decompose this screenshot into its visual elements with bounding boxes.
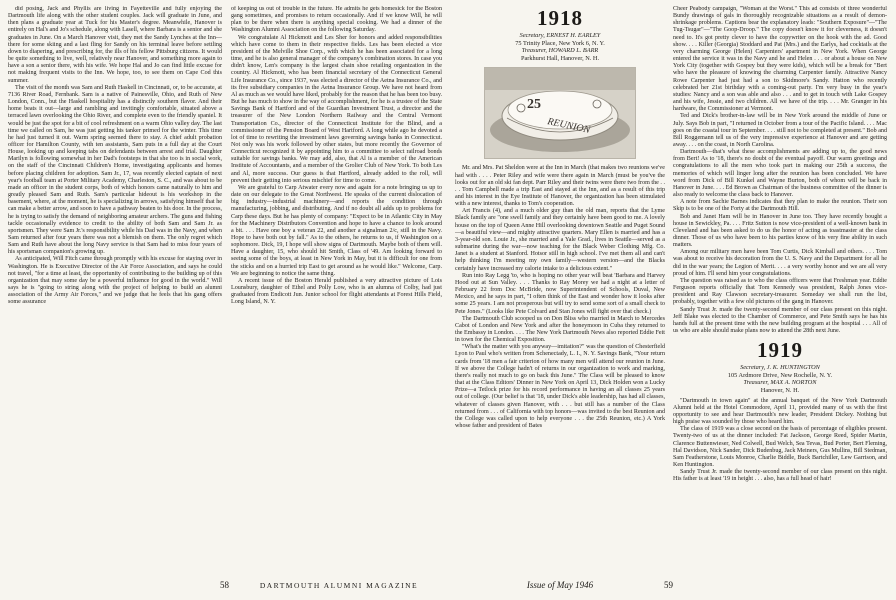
column-4-paragraph: Among our military men have been Tom Curtis, Dick Kimball and others. . . . Tom was about to receive his decoration from the U. S. Navy and the Department for all he did in the war years; the Legion of Merit. . . . a very worthy honor and we are all very proud of him. I'll send him your congratulations. (673, 249, 887, 277)
column-1 (8, 6, 222, 572)
treasurer-line-2: Treasurer, MAX A. NORTON (743, 379, 817, 387)
column-2-paragraph: of keeping us out of trouble in the future. He admits he gets homesick for the Boston gang sometimes, and promises to return occasionally. And if we know Will, he will plan to be there when there is anything special cooking. We had a dinner of the Washington Alumni Association on the following Saturday. (231, 6, 442, 34)
issue-date: Issue of May 1946 (526, 580, 594, 590)
column-1-paragraph: The visit of the month was Sam and Ruth Haskell in Cincinnati, or, to be accurate, at 7136 River Road, Fernbank. Sam is a native of Painesville, Ohio, and Ruth of New London, Conn., but the Haskell hospitality has a distinctly southern flavor. And their home beats it out—large and rambling and invitingly comfortable, situated above a terraced lawn overlooking the Ohio River, and complete even to the friendly spaniel. It would be just the spot for a bit of cool refreshment on a warm Ohio valley day. The last time we called on Sam, he was just getting his tanker primed for the winter. This time he had just turned it out. Warm spring seemed there to stay. A chief adult probation officer for Hamilton County, with ten assistants, Sam puts in a full day at the Court House, looking up and keeping tabs on defendants between arrest and trial. Daughter Marilyn is following somewhat in her Dad's footsteps in that she too is in social work, on the staff of the Cincinnati Children's Home, investigating applicants and homes before placing children for adoption. Sam Jr., 17, was recently elected captain of next year's football team at Porter Military Academy, Charleston, S. C., and was about to be made an officer in the student corps, both of which honors came naturally to him and greatly pleased Sam and Ruth. Sam's particular hideout is his workshop in the basement, where, at the moment, he is specializing in arrows, satisfying himself that he can make a better arrow, and soon to have a pathway beaten to his door. In the process, he is trying to satisfy the demand of neighboring amateur archers. The guns and fishing tackle occasionally evidence to credit to the ability of both Sam and Sam Jr. as sportsmen. They were Sam Jr.'s responsibility while his Dad was in the Navy, and when Sam returned after four years there was not a blemish on them. The only regret which Sam and Ruth have about the long Navy service is that Sam had to miss four years of his sportsman companion's growing up. (8, 84, 222, 256)
column-4-section2-paragraph: Sandy Trust Jr. made the twenty-second member of our class present on this night. His father is at least '19 in height . . . also, has a full head of hair! (673, 469, 887, 483)
column-4 (673, 6, 887, 572)
column-3-paragraph: Art Francis (4), and a much older guy than the old man, reports that the Lyme Black family are "one swell family and they certainly have been good to me. A lovely house on the top of Queen Anne Hill overlooking downtown Seattle and Puget Sound—a beautiful view—and mighty attractive quarters. Mary Ellen is married and has a 3-year-old son. Louie Jr., she married and a Yale Grad., lives in Seattle—served as a submarine during the war—now teaching for the Black Weber Clothing Mfg. Co. Janet is a student at Stanford. Hotsor still in high school. I've met them all and can't help thinking I'm meeting my own family—western version—and the Blacks certainly have increased my calorie intake to a delicious extent." (455, 208, 665, 272)
page-footer (0, 579, 896, 595)
column-4-paragraph: Dartmouth—that's what these accomplishments are adding up to, the good news from Bert! As to '18, there's no doubt of the eventual payoff. Our warm greetings and congratulations to all the men who took part in making our 25th a success, the memories of which will linger long after the reunion has been concluded. We have word from Dick of Bill Kunkel and Wayne Burton, both of whom will be back in Hanover in June. . . . Ed Brown as Chairman of the business committee of the dinner is also ready to welcome the class back to Hanover. (673, 149, 887, 199)
column-2-paragraph: A recent issue of the Boston Herald published a very attractive picture of Lois Lounsbury, daughter of Ethel and Polly Low, who is an alumna of Colby, had just graduated from Endicott Jun. Junior school for flight attendants at Forest Hills Field, Long Island, N. Y. (231, 277, 442, 306)
treasurer-address-2: Hanover, N. H. (760, 386, 800, 394)
column-4-paragraph: Cheer Peabody campaign, "Woman at the Worst." This ad consists of three wonderful Bundy drawings of gals in thoroughly recognizable situations as a result of demon-shrinkage problems. Captions bear the explanatory leads: "Southern Exposure"—"The Tug-Tsugar"—"The Goop-Droop." The copy doesn't know it for cleverness, it doesn't need to. It's got pretty clever to have the copywriter on the hook with the ad. Good show. . . . Killer (Georgia) Stoddard and Pat (Mrs.) and the Earlys, had cocktails at the very charming George (Helen) Carpenters' apartment in New York. When George entered the service it was in the Navy and he and Helen . . . or about a house on New York City (together with Gospey but they were kids), which will be a break for "Bert who have the pleasure of knowing the charming Carpenter family. Attractive Nancy Rowe Carpenter had just had a son to Skidmore's Sandy. Hatton who recently celebrated her 21st birthday with a coming-out party. I'm very busy in the year's studies: Nancy and a son was able and also . . . and to get in touch with Lake Gospey and his wife, Jessie, and two children. All we have of the trip. . . . Mr. Granger in his hardware, the Commissioner at Vermont. (673, 6, 887, 113)
class-year-heading-2: 1919 (757, 338, 803, 363)
class-year-heading: 1918 (537, 6, 583, 30)
column-2-paragraph: We congratulate Al Hickmott and Les Sher for honors and added responsibilities which have come to them in their respective fields. Les has been elected a vice president of the Melville Shoe Corp., with which he has been associated for a long time, and he is also general manager of the company's combination stores. In case you didn't know, Len's company is the largest chain shoe retailing organization in the country. Al Hickmott, who has been financial secretary of the Connecticut General Life Insurance Co., since 1937, was elected a director of the Aetna Insurance Co., and its five subsidiary companies in the Aetna Insurance Group. We have not heard from Al as much as we would have liked, probably for the reason that he has been too busy. But he has much to show in the way of accomplishment, for he is a trustee of the State Savings Bank of Hartford and of the Guardian Investment Trust, a director and the treasurer of the New London Northern Railway and the Central Vermont Transportation Co., director of the Connecticut Institute for the Blind, and a commissioner of the Pension Board of West Hartford. A long while ago he devoted a lot of time to rewriting the investment laws governing savings banks in Connecticut. Not only was his work followed by other states, but more recently the Governor of Connecticut recognized it by appointing him to a committee to select railroad bonds suitable for savings banks. We may add, also, that Al is a member of the American Institute of Accountants, and a member of the Grolier Club of New York. To both Les and Al, more success. Our guess is that Hartford, already added to the roll, will prevent their getting into serious mischief for time to come. (231, 34, 442, 184)
column-3-paragraph: Run into Ray Legg 'to, who is hoping no other year will beat 'Barbara and Harvey Hood out at Sun Valley. . . . Thanks to Ray Morey we had a night at a letter of February 22 from Doc McBride, now Superintendent of Schools, Duval, New Mexico, and he says in part, "I often think of the East and wonder how it looks after some 25 years. I am not prosperous but will try to send some sort of a small check to Pete Jones." (Looks like Pete Colvard and Stan Jones will fight over that check.) (455, 272, 665, 315)
column-4-paragraph: Ted and Dick's brother-in-law will be in New York around the middle of June or July. Says Bob in part, "I returned in October from a tour of the Pacific Island. . . . Mac goes on the coastal tour in September. . . . still not to be completed at present." Bob and Bill Roggemann tell us of the very impressive experience at Hanover and are getting away. . . . on the coast, in North Carolina. (673, 113, 887, 148)
secretary-address: 75 Trinity Place, New York 6, N. Y. (515, 39, 605, 47)
magazine-title: DARTMOUTH ALUMNI MAGAZINE (259, 581, 419, 590)
column-1-paragraph: did posing, Jack and Phyllis are living in Fayetteville and fully enjoying the Dartmouth life along with the other student couples. Jack will graduate in June, and then plans a graduate year at Tuck for his Master's degree. Meanwhile, Hanover is entirely on Hal's and Jo's schedule, along with Lasell, where Barbara is a senior and she graduates in June. On a March Hanover visit, they met the Sandy Lynches at the Inn—there for some skiing and a last fling for Sandy on his terminal leave before settling down to diapering, and prescribing for, the ills of his fellow Pittsburg citizens. It would be quite something to live, well, relatively near Hanover, and something more again to have a son a senior there, with his wife. We hope Hal and Jo can find little excuse for not making frequent visits to the Inn. We hope, too, to see them on Cape Cod this summer. (8, 6, 222, 84)
column-2 (231, 6, 442, 572)
secretary-line: Secretary, ERNEST H. EARLEY (519, 32, 601, 39)
column-4-paragraph: Sandy Trust Jr. made the twenty-second member of our class present on this night. Jeff Blake was elected to the Chamber of Commerce, and Pete Smith says he has his hands full at the present time with the new building program at the hospital . . . All of us who are able should make plans now to attend the 28th next June. (673, 306, 887, 335)
column-4-section2-paragraph: The class of 1919 was a close second on the basis of percentage of eligibles present. Twenty-two of us at the dinner included: Fat Jackson, George Reed, Spider Martin, Clarence Buttenwieser, Ned Colwell, Bud Welch, Sea Tevas, Bud Porter, Bert Fleming, Hal Davidson, Nick Sander, Dick Budenbug, Jack Meiners, Gus Mullins, Bill Stedman, Sam Featherstone, Louis Monroe, Charlie Biddle, Buck Bartchiller, Lew Garrison, and Ken Huntington. (673, 426, 887, 468)
column-3-paragraph: The Dartmouth Club scooped us on Don Bliss who married in March to Mercedes Cabot of London and New York and after the honeymoon in Cuba they returned to the Embassy in London. . . . The New York Dartmouth News also reported Eddie Feit in town for the Chemical Exposition. (455, 315, 665, 344)
treasurer-address: Parkhurst Hall, Hanover, N. H. (520, 54, 600, 62)
column-4-paragraph: A note from Sachie Barnes indicates that they plan to make the reunion. Their son Skip is to be one of the Forty at the Dartmouth Hill. (673, 199, 887, 213)
secretary-line-2: Secretary, J. K. HUNTINGTON (740, 364, 820, 372)
svg-text:25: 25 (527, 97, 541, 113)
page-number-right: 59 (664, 580, 673, 590)
column-2-paragraph: We are grateful to Carp Atwater every now and again for a note bringing us up to date on our delegate to the Great Northwest. He speaks of the current dislocation of big industry—industrial machinery—and reports the condition through manufacturing, jobbing, and distributing. And if no doubt all adds up to problems for Carp these days. But he has plenty of company: "Expect to be in Atlantic City in May for the Machinery Distributors Convention and hope to have a chance to look around a bit. . . . Have one boy a veteran 22, and another a signalman 2/c, still in the Navy. Hope to have both out by fall." As to the others, he returns to us, if Washington on a sophomore. Dick, 19, I hope will show signs of Dartmouth. Maybe both of them will. Have a daughter, 15, who should hit Smith, Class of '49. Am looking forward to seeing some of the boys, at least in New York in May, but it is difficult for one from the sticks and on a hurried trip East to get around as he would like." Welcome, Carp. We are beginning to notice the same thing. (231, 184, 442, 277)
secretary-address-2: 105 Ardmore Drive, New Rochelle, N. Y. (727, 371, 833, 379)
column-3-paragraph: Mr. and Mrs. Pat Sheldon were at the Inn in March (that makes two reunions we've had with . . . . Peter Riley and wife were there again in March (must be you've the looks out for an old ski fan dept. Parr Riley and their twins were there two from the . . . . Tom Campbell made a trip East and stayed at the Inn, and as a result of this trip and his interest in the Eye Institute of Hanover, the organization has been stimulated with a new interest, thanks to Tom's cooperation. (455, 165, 665, 208)
column-3-paragraph: "What's the matter with you anyway—imitation?" was the question of Chesterfield Lyon to Paul who's written from Schenectady, L. I., N. Y. Savings Bank, "Your return cards from '18 men a fair criterion of how many men will attend our reunion in June. If we above the College hadn't of returns in our organization to work and marking, there's really not much to go on back this June." The Class will be pleased to know that at the Class Editors' Dinner in New York on April 13, Dick Holden won a Lucky Prize—a Tetlock prize for his record performance in having an all classes 25 years out of college. (Our belief is that '18, under Dick's able leadership, has had all classes, whatever of classes given Hanover, with . . . but still has a number of the Class returned from . . . of California with top honors—was invited to the best Reunion and the College was called upon to help everyone . . . the 25th Reunion, etc.) A York whose father and president of Bates (455, 344, 665, 429)
page-number-left: 58 (220, 580, 229, 590)
column-4-paragraph: Bob and Janet Ham will be in Hanover in June too. They have recently bought a house in Sewickley, Pa. . . . Fritz Sutton is now vice-president of a well-known bank in Cleveland and has been asked to do us the honor of acting as toastmaster at the class dinner. Those of us who have been to his parties know of his very fine ability in such matters. (673, 213, 887, 249)
column-4-paragraph: The question was raised as to who the class officers were that Freshman year. Eddie Ferguson reports officially that Tom Kennedy was president, Ralph Jones vice-president and Ray Clawson secretary-treasurer. Someday we shall run the list, probably, together with a few old pictures of the gang in Hanover. (673, 277, 887, 306)
column-1-paragraph: As anticipated, Will Fitch came through promptly with his excuse for staying over in Washington. He is Executive Director of the Air Force Association, and says he could not travel, "for a time at least, the opportunity of contributing to the building up of this organization that may some day be a powerful influence for good in the world." Will says he is "going to string along with the project of helping to build an alumni association of the Army Air Forces," and we judge that he feels that his gang offers some assurance (8, 256, 222, 306)
svg-text:REUNION: REUNION (546, 116, 592, 137)
treasurer-line: Treasurer, HOWARD L. BARR (521, 47, 599, 55)
column-3 (455, 6, 665, 572)
reunion-cake-photo (484, 67, 636, 159)
reunion-cake-illustration (485, 68, 635, 158)
column-4-section2-paragraph: "Dartmouth in town again" at the annual banquet of the New York Dartmouth Alumni held at the Hotel Commodore, April 11, provided many of us with the first opportunity to see and hear Dartmouth's new leader, President Dickey. Nothing but high praise was sounded by those who heard him. (673, 397, 887, 426)
